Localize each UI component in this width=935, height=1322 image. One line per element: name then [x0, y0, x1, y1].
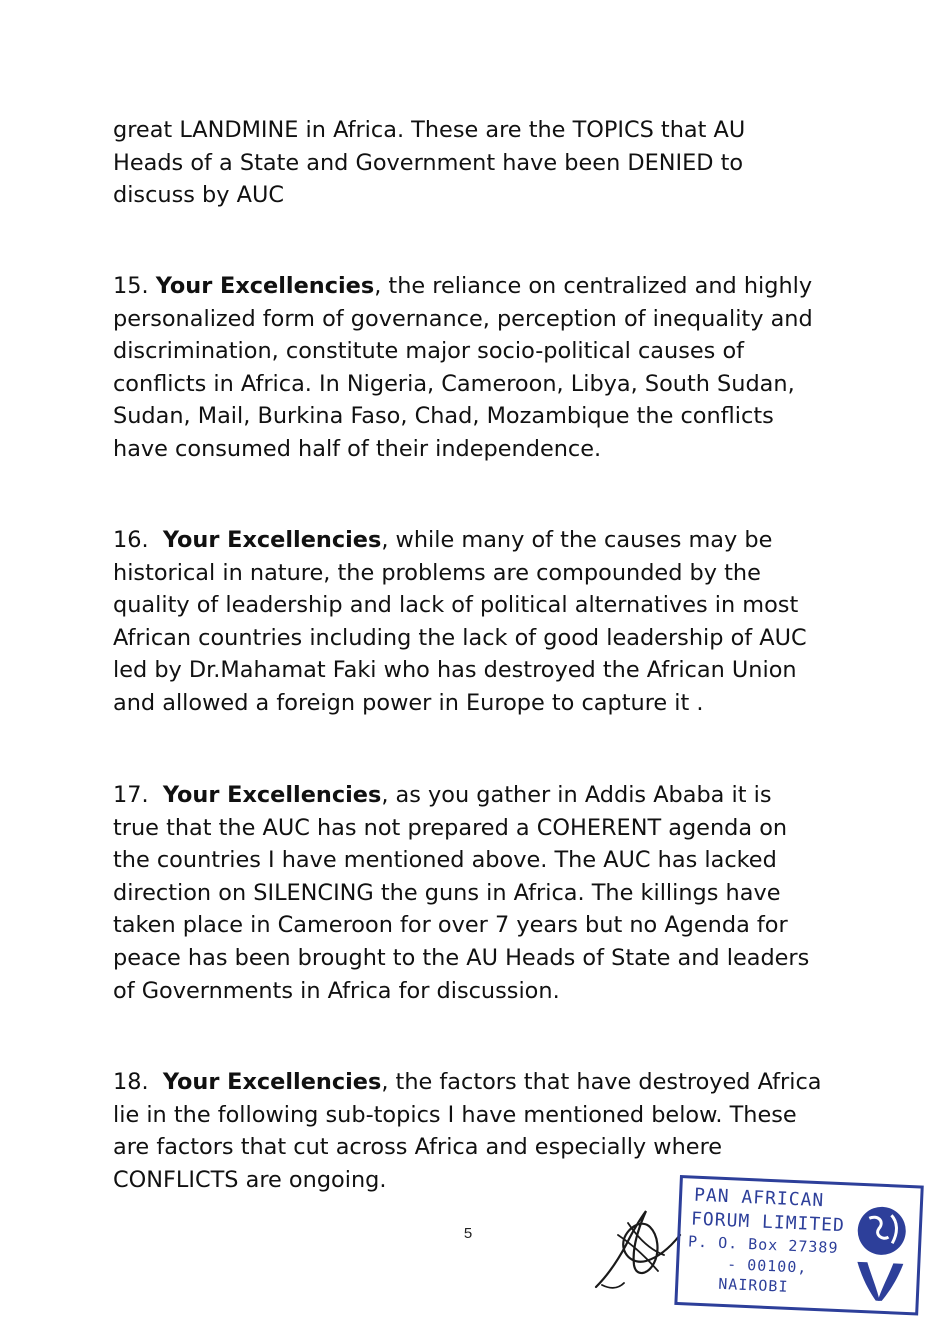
paragraph-first-line	[113, 1066, 833, 1099]
paragraph-text: , as you gather in Addis Ababa it is	[381, 782, 772, 808]
salutation: Your Excellencies	[162, 782, 382, 808]
paragraph-line: have consumed half of their independence.	[113, 435, 602, 462]
paragraph-line: CONFLICTS are ongoing.	[113, 1166, 387, 1193]
handwritten-signature	[588, 1205, 688, 1295]
salutation: Your Excellencies	[162, 1069, 382, 1095]
paragraph-text: , the reliance on centralized and highly	[374, 273, 813, 299]
stamp-text: NAIROBI	[717, 1274, 789, 1296]
paragraph-number: 18.	[113, 1069, 149, 1095]
paragraph-line: African countries including the lack of good leadership of AUC	[113, 624, 807, 651]
stamp-text: FORUM LIMITED	[690, 1208, 846, 1237]
paragraph-first-line	[113, 524, 833, 557]
stamp-text: PAN AFRICAN	[693, 1184, 825, 1212]
paragraph-number: 16.	[113, 527, 149, 553]
paragraph-line: true that the AUC has not prepared a COHERENT agenda on	[113, 814, 788, 841]
salutation: Your Excellencies	[162, 527, 382, 553]
paragraph-line: historical in nature, the problems are compounded by the	[113, 559, 761, 586]
paragraph-16	[113, 524, 833, 720]
paragraph-line: are factors that cut across Africa and especially where	[113, 1134, 723, 1161]
globe-hands-logo-icon	[846, 1199, 917, 1307]
paragraph-line: and allowed a foreign power in Europe to capture it .	[113, 689, 704, 716]
company-stamp	[680, 1175, 925, 1315]
paragraph-15	[113, 270, 833, 466]
paragraph-first-line	[113, 270, 833, 303]
paragraph-text: , while many of the causes may be	[381, 527, 773, 553]
page-number: 5	[463, 1225, 473, 1242]
paragraph-line: taken place in Cameroon for over 7 years but no Agenda for	[113, 912, 788, 939]
paragraph-line: the countries I have mentioned above. The AUC has lacked	[113, 847, 777, 874]
paragraph-17	[113, 779, 833, 1007]
paragraph-line: personalized form of governance, perception of inequality and	[113, 305, 813, 332]
paragraph-number: 17.	[113, 782, 149, 808]
paragraph-line: lie in the following sub-topics I have mentioned below. These	[113, 1101, 797, 1128]
stamp-text: - 00100,	[726, 1255, 808, 1277]
intro-paragraph	[113, 114, 833, 212]
paragraph-line: conflicts in Africa. In Nigeria, Cameroon, Libya, South Sudan,	[113, 370, 795, 397]
paragraph-line: great LANDMINE in Africa. These are the TOPICS that AU	[113, 117, 746, 143]
paragraph-text: , the factors that have destroyed Africa	[381, 1069, 822, 1095]
paragraph-line: quality of leadership and lack of political alternatives in most	[113, 592, 799, 619]
paragraph-line: peace has been brought to the AU Heads of State and leaders	[113, 944, 810, 971]
paragraph-line: Sudan, Mail, Burkina Faso, Chad, Mozambique the conflicts	[113, 403, 774, 430]
paragraph-line: Heads of a State and Government have been DENIED to	[113, 149, 744, 176]
paragraph-line: direction on SILENCING the guns in Africa. The killings have	[113, 879, 781, 906]
paragraph-line: of Governments in Africa for discussion.	[113, 977, 560, 1004]
paragraph-line: discuss by AUC	[113, 182, 284, 209]
stamp-text: P. O. Box 27389	[687, 1232, 839, 1257]
stamp-border	[674, 1175, 923, 1316]
paragraph-number: 15.	[113, 273, 149, 299]
paragraph-first-line	[113, 779, 833, 812]
paragraph-line: discrimination, constitute major socio-political causes of	[113, 338, 745, 365]
salutation: Your Excellencies	[155, 273, 375, 299]
paragraph-line: led by Dr.Mahamat Faki who has destroyed the African Union	[113, 657, 797, 684]
